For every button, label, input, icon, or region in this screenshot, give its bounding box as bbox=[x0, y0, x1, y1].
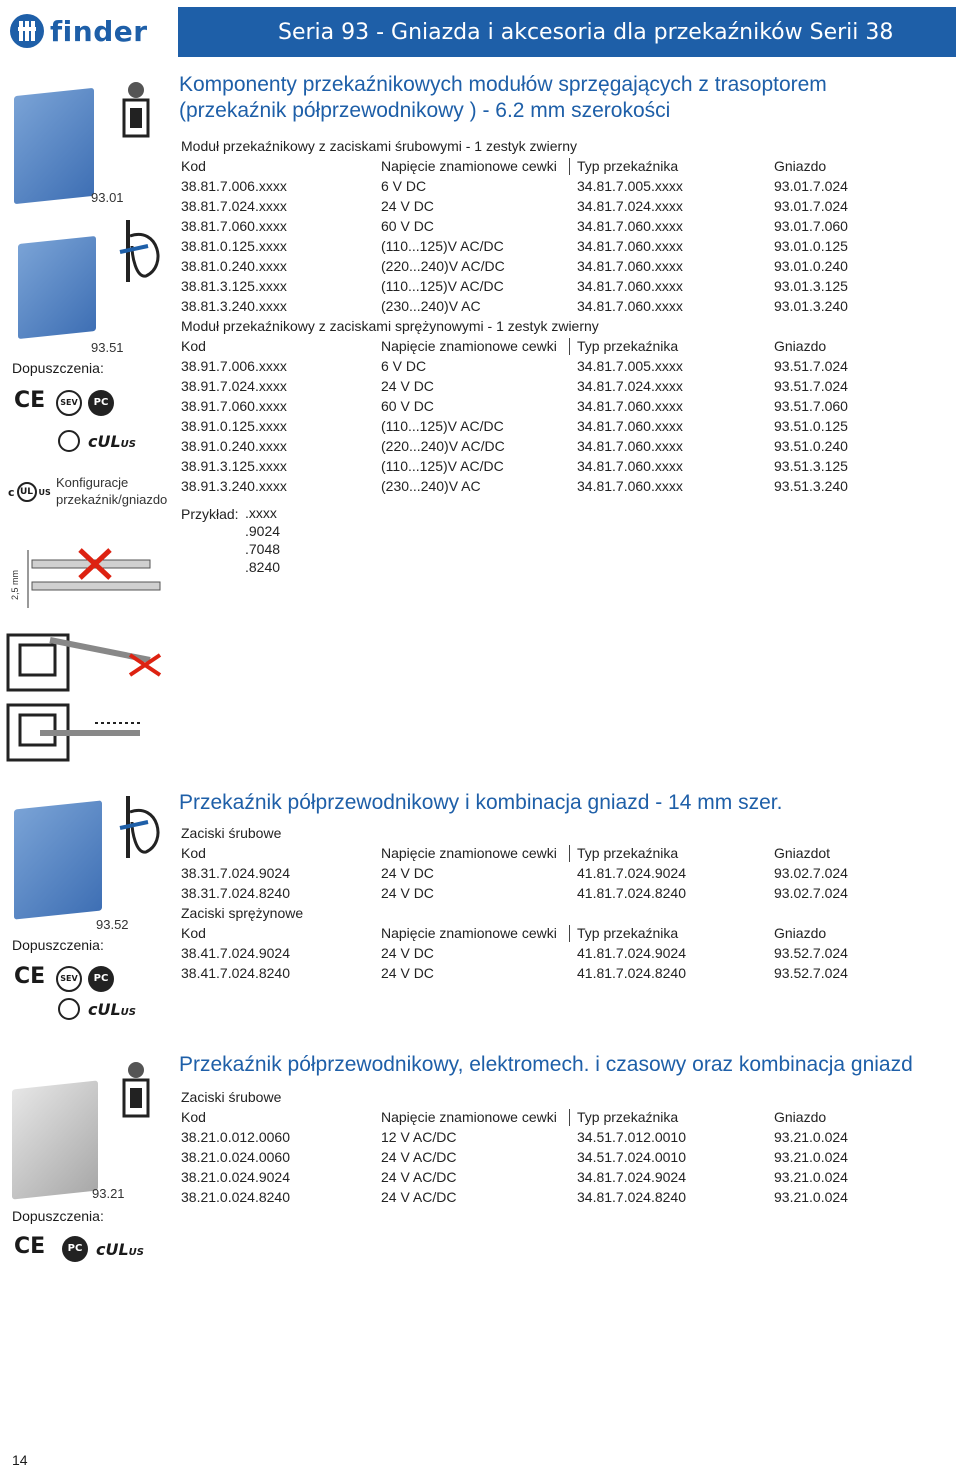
cell-napiecie: 24 V AC/DC bbox=[381, 1149, 457, 1165]
cell-gniazdo: 93.52.7.024 bbox=[774, 965, 848, 981]
cell-typ: 34.81.7.060.xxxx bbox=[577, 418, 683, 434]
model-label-93-52: 93.52 bbox=[96, 917, 129, 932]
column-divider bbox=[569, 158, 570, 175]
table-row bbox=[181, 1187, 881, 1207]
cell-kod: 38.91.7.006.xxxx bbox=[181, 358, 287, 374]
col-typ: Typ przekaźnika bbox=[577, 158, 679, 174]
example-value: .7048 bbox=[245, 541, 281, 557]
table-header bbox=[181, 1107, 881, 1127]
group1-rows bbox=[181, 863, 881, 903]
ul-c: c bbox=[96, 1240, 106, 1259]
cell-napiecie: 24 V DC bbox=[381, 885, 434, 901]
cell-napiecie: (110...125)V AC/DC bbox=[381, 238, 504, 254]
cell-napiecie: 6 V DC bbox=[381, 358, 427, 374]
screw-terminal-icon bbox=[118, 1060, 154, 1120]
section2-title: Przekaźnik półprzewodnikowy i kombinacja gniazd - 14 mm szer. bbox=[179, 791, 783, 814]
cell-gniazdo: 93.01.3.125 bbox=[774, 278, 848, 294]
model-label-93-01: 93.01 bbox=[91, 190, 124, 205]
config-label bbox=[56, 474, 167, 508]
model-label-93-51: 93.51 bbox=[91, 340, 124, 355]
table-row bbox=[181, 236, 881, 256]
table-row bbox=[181, 216, 881, 236]
cell-gniazdo: 93.51.7.024 bbox=[774, 378, 848, 394]
table-header bbox=[181, 336, 881, 356]
cell-kod: 38.41.7.024.9024 bbox=[181, 945, 290, 961]
group2-rows bbox=[181, 356, 881, 496]
cell-gniazdo: 93.51.3.240 bbox=[774, 478, 848, 494]
section1-table bbox=[181, 136, 881, 576]
approvals-label: Dopuszczenia: bbox=[12, 937, 104, 953]
cell-typ: 41.81.7.024.9024 bbox=[577, 865, 686, 881]
cell-typ: 34.81.7.060.xxxx bbox=[577, 238, 683, 254]
cell-kod: 38.21.0.024.8240 bbox=[181, 1189, 290, 1205]
cell-typ: 34.81.7.060.xxxx bbox=[577, 258, 683, 274]
cell-typ: 34.81.7.005.xxxx bbox=[577, 178, 683, 194]
spring-terminal-icon bbox=[118, 792, 170, 862]
ul-us: US bbox=[120, 1007, 136, 1018]
cell-napiecie: 12 V AC/DC bbox=[381, 1129, 457, 1145]
table-row bbox=[181, 1147, 881, 1167]
lloyds-mark-icon bbox=[58, 430, 80, 452]
brand-name: finder bbox=[50, 14, 148, 48]
logo-mark-icon bbox=[10, 14, 44, 48]
col-napiecie: Napięcie znamionowe cewki bbox=[381, 1109, 557, 1125]
example-value: .8240 bbox=[245, 559, 281, 575]
cell-gniazdo: 93.02.7.024 bbox=[774, 865, 848, 881]
col-napiecie: Napięcie znamionowe cewki bbox=[381, 158, 557, 174]
approvals-label: Dopuszczenia: bbox=[12, 360, 104, 376]
table-header bbox=[181, 923, 881, 943]
config-line-1: Konfiguracje bbox=[56, 475, 129, 490]
cell-gniazdo: 93.21.0.024 bbox=[774, 1149, 848, 1165]
cell-typ: 34.51.7.012.0010 bbox=[577, 1129, 686, 1145]
ul-c: c bbox=[88, 1000, 98, 1019]
cell-kod: 38.91.3.125.xxxx bbox=[181, 458, 287, 474]
group1-title: Zaciski śrubowe bbox=[181, 825, 282, 841]
cell-napiecie: (230...240)V AC bbox=[381, 298, 481, 314]
table-row bbox=[181, 356, 881, 376]
col-gniazdo: Gniazdo bbox=[774, 925, 827, 941]
cell-gniazdo: 93.51.7.060 bbox=[774, 398, 848, 414]
cell-kod: 38.31.7.024.8240 bbox=[181, 885, 290, 901]
col-kod: Kod bbox=[181, 1109, 206, 1125]
group2-rows bbox=[181, 943, 881, 983]
example-value: .xxxx bbox=[245, 505, 277, 521]
cell-typ: 41.81.7.024.8240 bbox=[577, 885, 686, 901]
group-title: Zaciski śrubowe bbox=[181, 1089, 282, 1105]
section1-title-line1: Komponenty przekaźnikowych modułów sprzęgających z trasoptorem bbox=[179, 73, 827, 96]
relay-socket-image-93-01 bbox=[14, 88, 94, 204]
cell-typ: 41.81.7.024.8240 bbox=[577, 965, 686, 981]
cell-napiecie: (220...240)V AC/DC bbox=[381, 438, 505, 454]
cell-napiecie: 60 V DC bbox=[381, 398, 434, 414]
cell-kod: 38.91.3.240.xxxx bbox=[181, 478, 287, 494]
col-gniazdo: Gniazdo bbox=[774, 1109, 827, 1125]
ul-c: c bbox=[88, 432, 98, 451]
cell-kod: 38.81.7.060.xxxx bbox=[181, 218, 287, 234]
page-number: 14 bbox=[12, 1452, 28, 1468]
table-row bbox=[181, 276, 881, 296]
table-row bbox=[181, 1127, 881, 1147]
col-kod: Kod bbox=[181, 158, 206, 174]
cell-kod: 38.81.0.125.xxxx bbox=[181, 238, 287, 254]
cell-gniazdo: 93.52.7.024 bbox=[774, 945, 848, 961]
cul-us: US bbox=[38, 487, 51, 497]
col-napiecie: Napięcie znamionowe cewki bbox=[381, 925, 557, 941]
section3-table bbox=[181, 1087, 881, 1207]
cell-napiecie: (110...125)V AC/DC bbox=[381, 418, 504, 434]
group2-title: Zaciski sprężynowe bbox=[181, 905, 304, 921]
column-divider bbox=[569, 925, 570, 942]
ul-recognized-mark-icon bbox=[96, 1240, 144, 1259]
cul-ul: UL bbox=[17, 482, 37, 502]
table-header bbox=[181, 156, 881, 176]
section3-title: Przekaźnik półprzewodnikowy, elektromech. i czasowy oraz kombinacja gniazd bbox=[179, 1053, 913, 1076]
cell-gniazdo: 93.01.0.125 bbox=[774, 238, 848, 254]
table-row bbox=[181, 176, 881, 196]
cell-napiecie: (230...240)V AC bbox=[381, 478, 481, 494]
table-row bbox=[181, 416, 881, 436]
table-header bbox=[181, 843, 881, 863]
section1-title-line2: (przekaźnik półprzewodnikowy ) - 6.2 mm szerokości bbox=[179, 99, 671, 122]
cell-napiecie: 24 V DC bbox=[381, 945, 434, 961]
relay-socket-image-93-21 bbox=[12, 1080, 98, 1199]
cell-gniazdo: 93.02.7.024 bbox=[774, 885, 848, 901]
cell-typ: 34.81.7.060.xxxx bbox=[577, 278, 683, 294]
cell-typ: 34.81.7.005.xxxx bbox=[577, 358, 683, 374]
col-gniazdo: Gniazdo bbox=[774, 338, 827, 354]
dim-label: 2,5 mm bbox=[10, 569, 20, 600]
cell-kod: 38.21.0.012.0060 bbox=[181, 1129, 290, 1145]
ce-mark-icon: CE bbox=[14, 964, 46, 989]
cell-napiecie: 24 V DC bbox=[381, 198, 434, 214]
cell-typ: 34.81.7.060.xxxx bbox=[577, 398, 683, 414]
col-napiecie: Napięcie znamionowe cewki bbox=[381, 845, 557, 861]
table-row bbox=[181, 436, 881, 456]
table-row bbox=[181, 256, 881, 276]
cell-napiecie: 24 V DC bbox=[381, 378, 434, 394]
cell-kod: 38.81.3.240.xxxx bbox=[181, 298, 287, 314]
cell-typ: 34.81.7.060.xxxx bbox=[577, 458, 683, 474]
ul-text: UL bbox=[105, 1240, 129, 1259]
group1-rows bbox=[181, 176, 881, 316]
screw-terminal-icon bbox=[118, 80, 154, 140]
col-gniazdo: Gniazdo bbox=[774, 158, 827, 174]
cell-typ: 34.81.7.060.xxxx bbox=[577, 478, 683, 494]
table-row bbox=[181, 863, 881, 883]
group1-title: Moduł przekaźnikowy z zaciskami śrubowymi - 1 zestyk zwierny bbox=[181, 138, 577, 154]
relay-socket-image-93-51 bbox=[18, 236, 96, 339]
cell-gniazdo: 93.21.0.024 bbox=[774, 1189, 848, 1205]
cell-typ: 34.51.7.024.0010 bbox=[577, 1149, 686, 1165]
example-values bbox=[245, 504, 280, 576]
relay-socket-image-93-52 bbox=[14, 800, 102, 919]
cell-gniazdo: 93.51.0.240 bbox=[774, 438, 848, 454]
cell-typ: 34.81.7.024.8240 bbox=[577, 1189, 686, 1205]
column-divider bbox=[569, 845, 570, 862]
ce-mark-icon: CE bbox=[14, 388, 46, 413]
table-row bbox=[181, 396, 881, 416]
cell-napiecie: (110...125)V AC/DC bbox=[381, 458, 504, 474]
model-label-93-21: 93.21 bbox=[92, 1186, 125, 1201]
col-napiecie: Napięcie znamionowe cewki bbox=[381, 338, 557, 354]
rows bbox=[181, 1127, 881, 1207]
table-row bbox=[181, 963, 881, 983]
page-header: Seria 93 - Gniazda i akcesoria dla przekaźników Serii 38 bbox=[178, 7, 956, 57]
approvals-label: Dopuszczenia: bbox=[12, 1208, 104, 1224]
column-divider bbox=[569, 338, 570, 355]
group2-title: Moduł przekaźnikowy z zaciskami sprężynowymi - 1 zestyk zwierny bbox=[181, 318, 599, 334]
cell-kod: 38.31.7.024.9024 bbox=[181, 865, 290, 881]
pct-mark-icon: PC bbox=[88, 966, 114, 992]
example-block bbox=[181, 504, 881, 576]
ul-recognized-mark-icon bbox=[88, 432, 136, 451]
cell-gniazdo: 93.51.3.125 bbox=[774, 458, 848, 474]
table-row bbox=[181, 456, 881, 476]
cell-typ: 34.81.7.024.xxxx bbox=[577, 378, 683, 394]
cell-kod: 38.81.3.125.xxxx bbox=[181, 278, 287, 294]
sev-mark-icon: SEV bbox=[56, 390, 82, 416]
col-typ: Typ przekaźnika bbox=[577, 338, 679, 354]
col-kod: Kod bbox=[181, 925, 206, 941]
table-row bbox=[181, 943, 881, 963]
ul-us: US bbox=[120, 439, 136, 450]
cell-gniazdo: 93.01.3.240 bbox=[774, 298, 848, 314]
cell-typ: 41.81.7.024.9024 bbox=[577, 945, 686, 961]
cell-napiecie: 6 V DC bbox=[381, 178, 427, 194]
ul-recognized-mark-icon bbox=[88, 1000, 136, 1019]
cell-typ: 34.81.7.060.xxxx bbox=[577, 218, 683, 234]
pct-mark-icon: PC bbox=[62, 1236, 88, 1262]
table-row bbox=[181, 376, 881, 396]
spring-clamp-diagram-icon bbox=[0, 615, 175, 775]
col-kod: Kod bbox=[181, 338, 206, 354]
cell-kod: 38.81.7.024.xxxx bbox=[181, 198, 287, 214]
cell-kod: 38.41.7.024.8240 bbox=[181, 965, 290, 981]
cell-napiecie: 24 V DC bbox=[381, 965, 434, 981]
cell-kod: 38.21.0.024.0060 bbox=[181, 1149, 290, 1165]
cell-napiecie: (220...240)V AC/DC bbox=[381, 258, 505, 274]
ul-text: UL bbox=[97, 432, 121, 451]
cell-kod: 38.81.7.006.xxxx bbox=[181, 178, 287, 194]
cell-kod: 38.91.0.240.xxxx bbox=[181, 438, 287, 454]
section2-table bbox=[181, 823, 881, 983]
table-row bbox=[181, 476, 881, 496]
cell-gniazdo: 93.01.0.240 bbox=[774, 258, 848, 274]
cul-c: c bbox=[8, 485, 15, 499]
table-row bbox=[181, 1167, 881, 1187]
cell-napiecie: 24 V AC/DC bbox=[381, 1189, 457, 1205]
config-line-2: przekaźnik/gniazdo bbox=[56, 492, 168, 507]
col-typ: Typ przekaźnika bbox=[577, 925, 679, 941]
col-kod: Kod bbox=[181, 845, 206, 861]
spring-terminal-icon bbox=[118, 216, 170, 286]
example-label: Przykład: bbox=[181, 506, 239, 522]
cell-gniazdo: 93.01.7.024 bbox=[774, 178, 848, 194]
cell-kod: 38.91.0.125.xxxx bbox=[181, 418, 287, 434]
cell-gniazdo: 93.21.0.024 bbox=[774, 1129, 848, 1145]
cell-napiecie: 24 V DC bbox=[381, 865, 434, 881]
example-value: .9024 bbox=[245, 523, 281, 539]
cell-napiecie: (110...125)V AC/DC bbox=[381, 278, 504, 294]
sev-mark-icon: SEV bbox=[56, 966, 82, 992]
cell-kod: 38.81.0.240.xxxx bbox=[181, 258, 287, 274]
table-row bbox=[181, 296, 881, 316]
cell-kod: 38.91.7.024.xxxx bbox=[181, 378, 287, 394]
cell-typ: 34.81.7.060.xxxx bbox=[577, 298, 683, 314]
ce-mark-icon: CE bbox=[14, 1234, 46, 1259]
cell-gniazdo: 93.21.0.024 bbox=[774, 1169, 848, 1185]
cell-kod: 38.91.7.060.xxxx bbox=[181, 398, 287, 414]
ul-text: UL bbox=[97, 1000, 121, 1019]
cell-gniazdo: 93.01.7.024 bbox=[774, 198, 848, 214]
cell-napiecie: 24 V AC/DC bbox=[381, 1169, 457, 1185]
cell-typ: 34.81.7.024.xxxx bbox=[577, 198, 683, 214]
col-gniazdo: Gniazdot bbox=[774, 845, 831, 861]
screwdriver-diagram-icon bbox=[10, 520, 170, 610]
cell-napiecie: 60 V DC bbox=[381, 218, 434, 234]
column-divider bbox=[569, 1109, 570, 1126]
table-row bbox=[181, 883, 881, 903]
cul-mark-icon bbox=[8, 480, 52, 504]
cell-kod: 38.21.0.024.9024 bbox=[181, 1169, 290, 1185]
cell-gniazdo: 93.01.7.060 bbox=[774, 218, 848, 234]
col-typ: Typ przekaźnika bbox=[577, 1109, 679, 1125]
cell-gniazdo: 93.51.7.024 bbox=[774, 358, 848, 374]
section1-title bbox=[179, 72, 827, 124]
pct-mark-icon: PC bbox=[88, 390, 114, 416]
cell-typ: 34.81.7.024.9024 bbox=[577, 1169, 686, 1185]
col-typ: Typ przekaźnika bbox=[577, 845, 679, 861]
table-row bbox=[181, 196, 881, 216]
cell-typ: 34.81.7.060.xxxx bbox=[577, 438, 683, 454]
cell-gniazdo: 93.51.0.125 bbox=[774, 418, 848, 434]
lloyds-mark-icon bbox=[58, 998, 80, 1020]
ul-us: US bbox=[128, 1247, 144, 1258]
finder-logo bbox=[10, 12, 155, 50]
